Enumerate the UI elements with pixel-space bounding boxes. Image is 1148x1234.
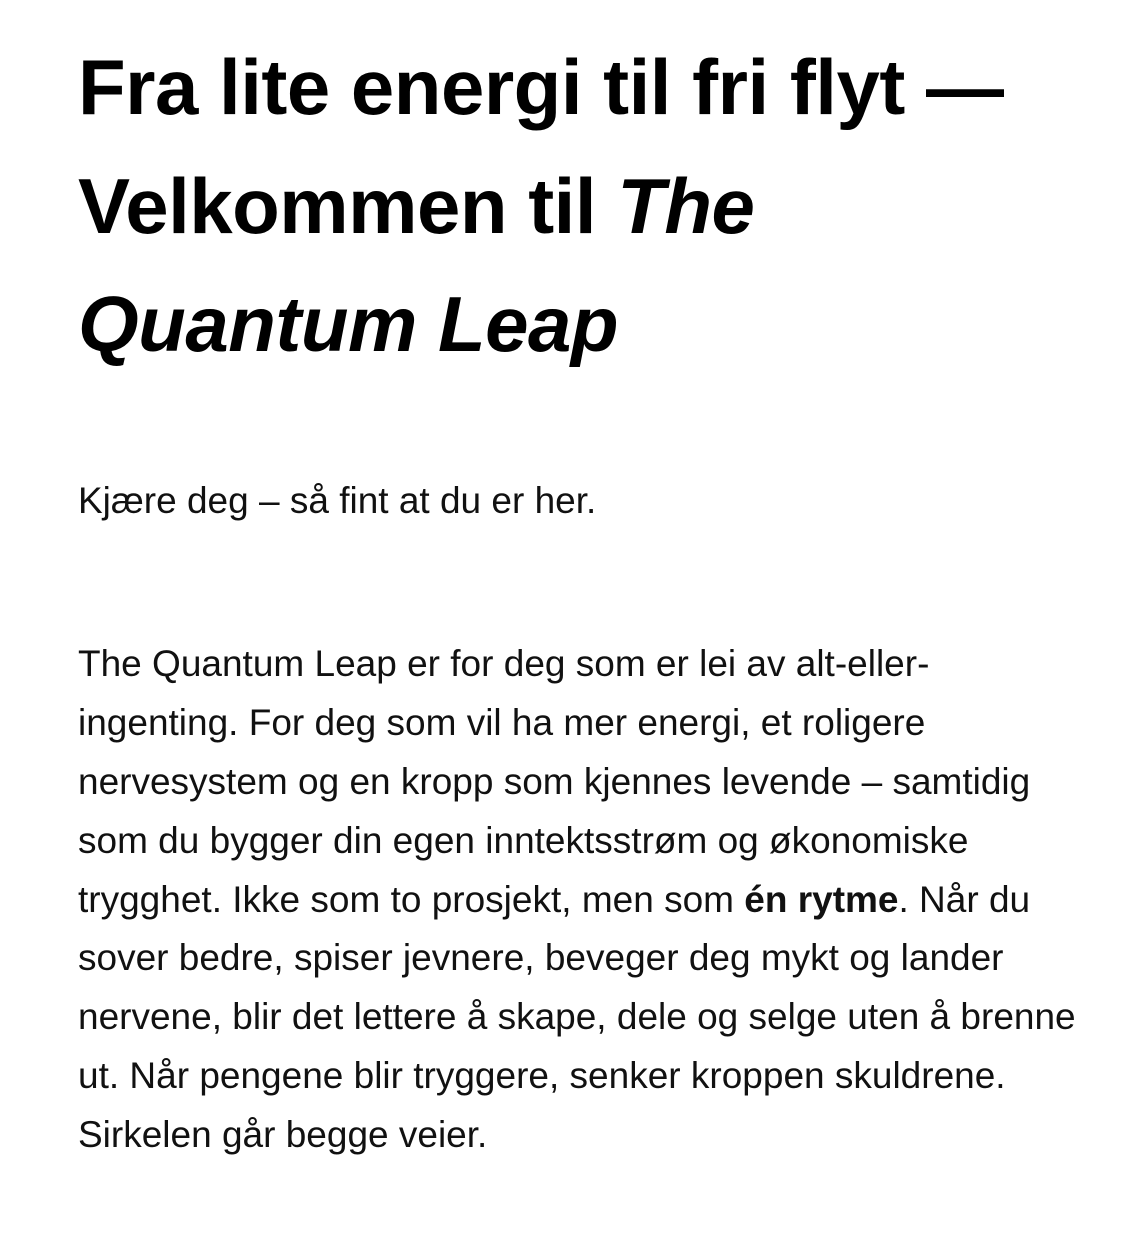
page-title — [78, 28, 1088, 384]
body-text-before-bold: The Quantum Leap er for deg som er lei av alt-eller-ingenting. For deg som vil ha mer energi, et roligere nervesystem og en kropp som kjennes levende – samtidig som du bygger din egen inntektsstrøm og økonomiske trygghet. Ikke som to prosjekt, men som — [78, 643, 1031, 920]
page-title-emphasis: The Quantum Leap — [78, 161, 755, 369]
body-text-bold: én rytme — [744, 878, 899, 920]
body-text-after-bold: . Når du sover bedre, spiser jevnere, beveger deg mykt og lander nervene, blir det lettere å skape, dele og selge uten å brenne ut. Når pengene blir tryggere, senker kroppen skuldrene. Sirkelen går begge veier. — [78, 878, 1076, 1155]
body-paragraph — [78, 635, 1088, 1164]
lede-paragraph: Kjære deg – så fint at du er her. — [78, 479, 597, 521]
page-title-text: Fra lite energi til fri flyt — Velkommen til — [78, 43, 1004, 250]
